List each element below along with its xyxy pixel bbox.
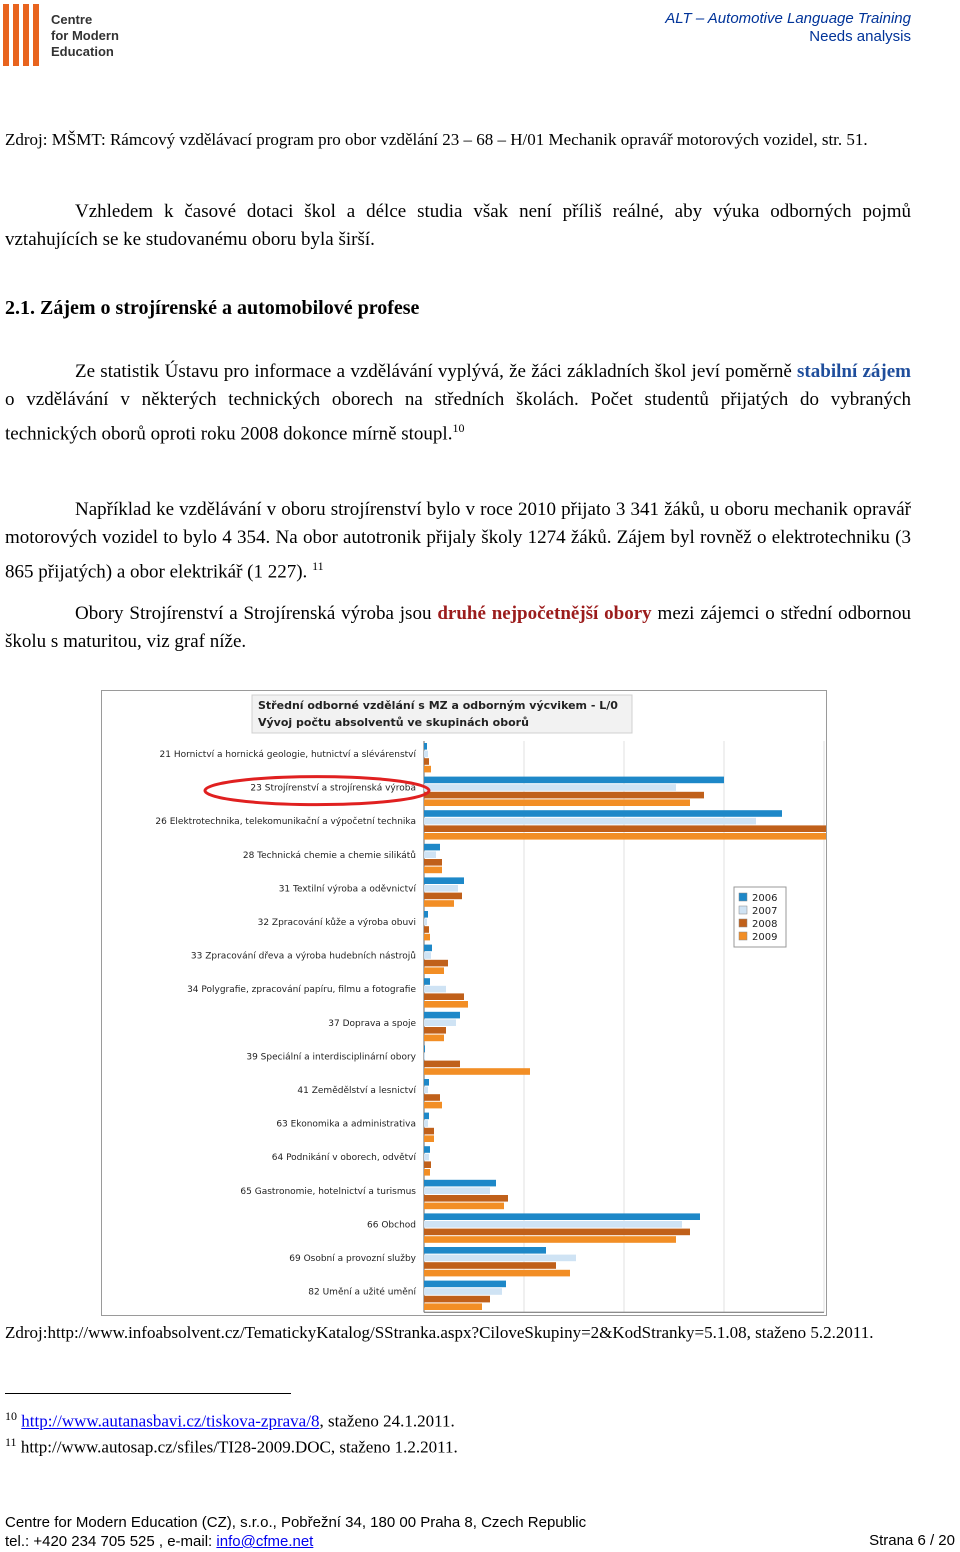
category-label: 21 Hornictví a hornická geologie, hutnictví a slévárenství	[159, 750, 416, 760]
bar-2007	[424, 818, 756, 825]
footer-address: Centre for Modern Education (CZ), s.r.o., Pobřežní 34, 180 00 Praha 8, Czech Republic	[5, 1514, 587, 1531]
category-label: 65 Gastronomie, hotelnictví a turismus	[240, 1186, 416, 1197]
bar-2009	[424, 1303, 482, 1310]
bar-2007	[424, 1120, 428, 1127]
bar-2008	[424, 1296, 490, 1303]
bar-2006	[424, 743, 427, 750]
footer-contact: tel.: +420 234 705 525 , e-mail: info@cfme.net	[5, 1533, 314, 1550]
bar-2006	[424, 844, 440, 851]
source-note: Zdroj: MŠMT: Rámcový vzdělávací program pro obor vzdělání 23 – 68 – H/01 Mechanik opravář motorových vozidel, str. 51.	[5, 130, 868, 149]
bar-2007	[424, 1087, 428, 1094]
bar-2006	[424, 1213, 700, 1220]
email-link[interactable]: info@cfme.net	[216, 1533, 314, 1550]
bar-2008	[424, 1094, 440, 1101]
footnote-ref: 11	[312, 559, 324, 573]
bar-2006	[424, 877, 464, 884]
footnote-ref: 10	[452, 421, 465, 435]
legend-label: 2006	[752, 893, 778, 904]
category-label: 69 Osobní a provozní služby	[289, 1254, 416, 1264]
category-label: 26 Elektrotechnika, telekomunikační a výpočetní technika	[155, 817, 416, 828]
bar-2006	[424, 945, 432, 952]
cfme-logo	[3, 4, 128, 66]
bar-2009	[424, 967, 444, 974]
bar-2008	[424, 792, 704, 799]
bar-2009	[424, 799, 690, 806]
category-label: 23 Strojírenství a strojírenská výroba	[250, 783, 416, 794]
bar-2008	[424, 1229, 690, 1236]
bar-2007	[424, 1187, 490, 1194]
bar-2008	[424, 1195, 508, 1202]
bar-chart	[101, 690, 827, 1316]
footnote-10: $^{10}$ http://www.autanasbavi.cz/tiskova-zprava/8, staženo 24.1.2011.	[5, 1409, 455, 1431]
bar-2009	[424, 1035, 444, 1042]
bar-2008	[424, 1161, 431, 1168]
bar-2006	[424, 1146, 430, 1153]
bar-2009	[424, 1102, 442, 1109]
bar-2006	[424, 911, 428, 918]
bar-2007	[424, 1255, 576, 1262]
highlight-stable-interest: stabilní zájem	[797, 361, 912, 382]
bar-2006	[424, 1180, 496, 1187]
paragraph-1: Vzhledem k časové dotaci škol a délce studia však není příliš reálné, aby výuka odborných pojmů vztahujících se ke studovanému oboru byla širší.	[5, 201, 911, 250]
section-heading: 2.1. Zájem o strojírenské a automobilové profese	[5, 297, 420, 319]
bar-2007	[424, 1053, 425, 1060]
bar-2006	[424, 1045, 425, 1052]
bar-2006	[424, 1247, 546, 1254]
bar-2008	[424, 758, 429, 765]
logo-text: Centre for Modern Education	[51, 12, 119, 59]
chart-title: Střední odborné vzdělání s MZ a odborným výcvikem - L/0	[258, 699, 618, 712]
paragraph-4: Obory Strojírenství a Strojírenská výroba jsou druhé nejpočetnější obory mezi zájemci o střední odbornou školu s maturitou, viz graf níže.	[5, 603, 911, 652]
footnote-11: $^{11}$ http://www.autosap.cz/sfiles/TI28-2009.DOC, staženo 1.2.2011.	[5, 1435, 458, 1457]
bar-2009	[424, 1135, 434, 1142]
bar-2008	[424, 1027, 446, 1034]
bar-2009	[424, 1203, 504, 1210]
category-label: 63 Ekonomika a administrativa	[276, 1119, 416, 1130]
bar-2009	[424, 833, 826, 840]
chart-svg	[102, 691, 826, 1315]
bar-2007	[424, 1221, 682, 1228]
bar-2007	[424, 1019, 456, 1026]
logo-stripe	[33, 4, 39, 66]
bar-2008	[424, 926, 429, 933]
legend-swatch	[739, 932, 747, 940]
bar-2008	[424, 1262, 556, 1269]
legend-label: 2007	[752, 906, 778, 917]
bar-2007	[424, 885, 458, 892]
category-label: 28 Technická chemie a chemie silikátů	[242, 850, 416, 861]
logo-stripe	[13, 4, 19, 66]
bar-2007	[424, 751, 428, 758]
paragraph-3: Například ke vzdělávání v oboru strojírenství bylo v roce 2010 přijato 3 341 žáků, u oboru mechanik opravář motorových vozidel to bylo 4 354. Na obor autotronik přijaly školy 1274 žáků. Zájem byl rovněž o elektrotechniku (3 865 přijatých) a obor elektrikář (1 227). $^{11}$	[5, 499, 911, 583]
legend-label: 2009	[752, 932, 778, 943]
bar-2007	[424, 952, 431, 959]
bar-2008	[424, 893, 462, 900]
header-title-block	[665, 10, 911, 46]
logo-stripe	[23, 4, 29, 66]
bar-2007	[424, 986, 446, 993]
legend-swatch	[739, 919, 747, 927]
bar-2009	[424, 1001, 468, 1008]
bar-2007	[424, 1154, 429, 1161]
footnote-divider	[5, 1393, 291, 1394]
header-title: ALT – Automotive Language Training	[665, 10, 911, 27]
bar-2006	[424, 1113, 429, 1120]
category-label: 41 Zemědělství a lesnictví	[297, 1086, 416, 1096]
bar-2008	[424, 825, 826, 832]
category-label: 37 Doprava a spoje	[328, 1018, 416, 1029]
bar-2009	[424, 934, 430, 941]
bar-2009	[424, 1068, 530, 1075]
bar-2009	[424, 1270, 570, 1277]
chart-subtitle: Vývoj počtu absolventů ve skupinách oborů	[258, 716, 529, 729]
bar-2008	[424, 1061, 460, 1068]
bar-2006	[424, 1281, 506, 1288]
bar-2009	[424, 867, 442, 874]
category-label: 66 Obchod	[367, 1220, 416, 1231]
category-label: 33 Zpracování dřeva a výroba hudebních nástrojů	[190, 951, 416, 962]
page-number: Strana 6 / 20	[869, 1532, 955, 1549]
legend-label: 2008	[752, 919, 778, 930]
header-subtitle: Needs analysis	[809, 28, 911, 45]
bar-2008	[424, 993, 464, 1000]
bar-2006	[424, 978, 430, 985]
highlight-second-most: druhé nejpočetnější obory	[437, 603, 652, 624]
bar-2009	[424, 766, 431, 773]
legend-swatch	[739, 906, 747, 914]
page-footer	[5, 1513, 955, 1551]
category-label: 82 Umění a užité umění	[308, 1287, 416, 1298]
bar-2008	[424, 960, 448, 967]
bar-2007	[424, 784, 676, 791]
bar-2006	[424, 1012, 460, 1019]
category-label: 34 Polygrafie, zpracování papíru, filmu a fotografie	[187, 985, 416, 996]
bar-2009	[424, 1236, 676, 1243]
logo-stripe	[3, 4, 9, 66]
category-label: 31 Textilní výroba a oděvnictví	[278, 884, 416, 895]
bar-2007	[424, 1288, 502, 1295]
bar-2009	[424, 1169, 430, 1176]
bar-2007	[424, 919, 427, 926]
bar-2006	[424, 1079, 429, 1086]
bar-2007	[424, 851, 436, 858]
paragraph-2: Ze statistik Ústavu pro informace a vzdělávání vyplývá, že žáci základních škol jeví poměrně stabilní zájem o vzdělávání v některých technických oborech na středních školách. Počet studentů přijatých do vybraných technických oborů oproti roku 2008 dokonce mírně stoupl.$^{10}$	[5, 361, 912, 445]
bar-2009	[424, 900, 454, 907]
legend-swatch	[739, 893, 747, 901]
footnote-link[interactable]: http://www.autanasbavi.cz/tiskova-zprava/8	[21, 1411, 320, 1431]
bar-2006	[424, 777, 724, 784]
bar-2006	[424, 810, 782, 817]
bar-2008	[424, 859, 442, 866]
bar-2008	[424, 1128, 434, 1135]
category-label: 32 Zpracování kůže a výroba obuvi	[257, 918, 416, 928]
category-label: 39 Speciální a interdisciplinární obory	[246, 1052, 416, 1063]
chart-source: Zdroj:http://www.infoabsolvent.cz/TematickyKatalog/SStranka.aspx?CiloveSkupiny=2&KodStranky=5.1.08, staženo 5.2.2011.	[5, 1323, 874, 1342]
category-label: 64 Podnikání v oborech, odvětví	[271, 1153, 416, 1164]
